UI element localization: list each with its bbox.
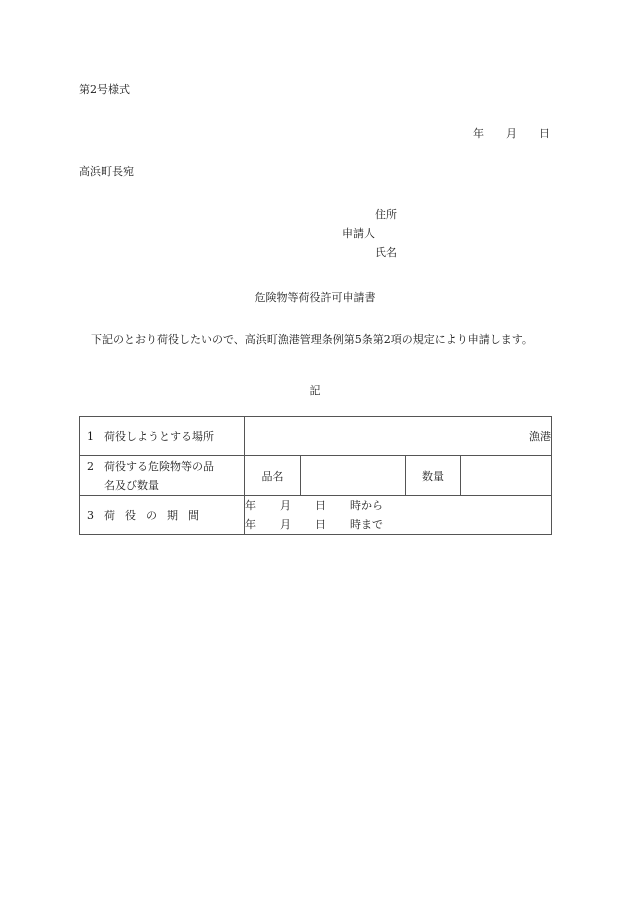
period-to xyxy=(245,515,551,534)
items-label-cell xyxy=(80,456,245,496)
application-table xyxy=(79,416,552,535)
items-label-line2: 名及び数量 xyxy=(104,478,159,492)
to-year-label: 年 xyxy=(245,518,256,531)
from-hour-label: 時から xyxy=(350,499,383,512)
row-number: 1 xyxy=(87,429,94,443)
ki-heading: 記 xyxy=(309,384,321,397)
period-label-cell xyxy=(80,496,245,535)
address-label: 住所 xyxy=(375,208,397,221)
from-month-label: 月 xyxy=(280,499,291,512)
body-text: 下記のとおり荷役したいので、高浜町漁港管理条例第5条第2項の規定により申請します。 xyxy=(91,333,533,346)
addressee: 高浜町長宛 xyxy=(79,165,134,178)
row-number: 3 xyxy=(87,508,94,522)
item-name-label: 品名 xyxy=(245,456,301,495)
period-label: 荷役の期間 xyxy=(104,508,209,522)
from-day-label: 日 xyxy=(315,499,326,512)
place-value: 漁港 xyxy=(529,430,551,443)
items-label-line1: 荷役する危険物等の品 xyxy=(104,459,214,473)
quantity-field[interactable] xyxy=(461,456,551,495)
items-value-cell xyxy=(245,456,552,496)
row-number: 2 xyxy=(87,459,94,473)
to-month-label: 月 xyxy=(280,518,291,531)
date-day-label: 日 xyxy=(539,127,550,140)
place-value-cell[interactable] xyxy=(245,417,552,456)
date-year-label: 年 xyxy=(473,127,484,140)
table-row-period xyxy=(80,496,552,535)
date-month-label: 月 xyxy=(506,127,517,140)
quantity-label: 数量 xyxy=(406,456,461,495)
place-label: 荷役しようとする場所 xyxy=(104,429,214,443)
applicant-label: 申請人 xyxy=(342,227,375,240)
date-line xyxy=(473,125,550,141)
item-name-field[interactable] xyxy=(301,456,406,495)
name-label: 氏名 xyxy=(375,246,397,259)
to-day-label: 日 xyxy=(315,518,326,531)
period-value-cell[interactable] xyxy=(245,496,552,535)
period-from xyxy=(245,496,551,515)
document-title: 危険物等荷役許可申請書 xyxy=(254,291,376,304)
to-hour-label: 時まで xyxy=(350,518,383,531)
table-row-items xyxy=(80,456,552,496)
from-year-label: 年 xyxy=(245,499,256,512)
form-number: 第2号様式 xyxy=(79,83,130,96)
place-label-cell xyxy=(80,417,245,456)
table-row-place xyxy=(80,417,552,456)
